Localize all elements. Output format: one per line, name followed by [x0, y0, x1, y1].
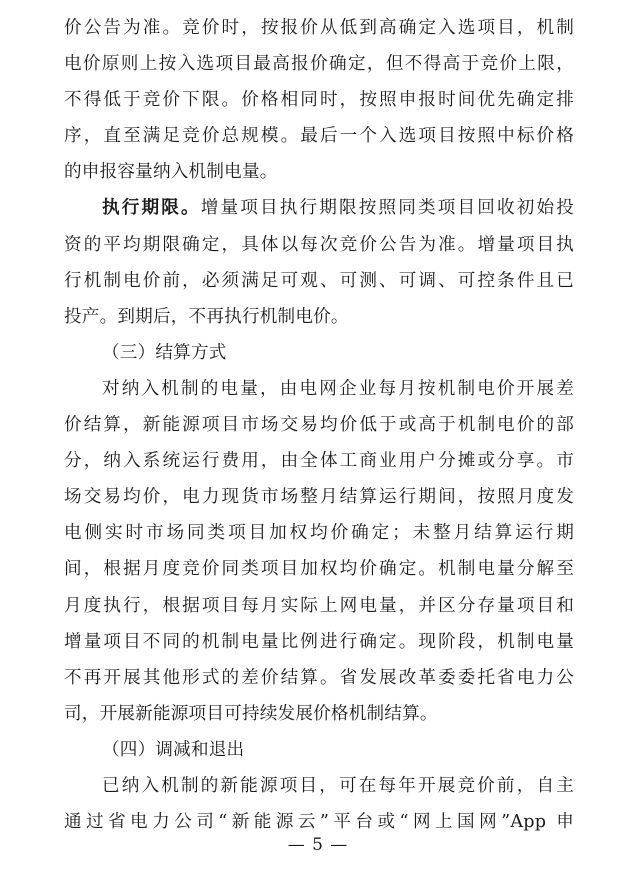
- text-line: 不再开展其他形式的差价结算。省发展改革委委托省电力公: [64, 667, 574, 688]
- text-line: 不得低于竞价下限。价格相同时，按照申报时间优先确定排: [64, 90, 574, 111]
- section-heading-settlement: （三）结算方式: [102, 342, 227, 363]
- text-line: 间，根据月度竞价同类项目加权均价确定。机制电量分解至: [64, 559, 574, 580]
- text-line: 增量项目不同的机制电量比例进行确定。现阶段，机制电量: [64, 631, 574, 652]
- text-line: 的申报容量纳入机制电量。: [64, 162, 278, 183]
- text-line: 电侧实时市场同类项目加权均价确定；未整月结算运行期: [64, 523, 574, 544]
- text-line: 价公告为准。竞价时，按报价从低到高确定入选项目，机制: [64, 18, 574, 38]
- text-line: 司，开展新能源项目可持续发展价格机制结算。: [64, 703, 438, 724]
- page-number: — 5 —: [287, 835, 349, 855]
- text-line: 月度执行，根据项目每月实际上网电量，并区分存量项目和: [64, 595, 574, 616]
- text-line: 对纳入机制的电量，由电网企业每月按机制电价开展差: [102, 378, 574, 399]
- text-run: 增量项目执行期限按照同类项目回收初始投: [200, 198, 574, 219]
- text-line: 资的平均期限确定，具体以每次竞价公告为准。增量项目执: [64, 234, 574, 255]
- bold-lead-term: 执行期限。: [102, 197, 201, 219]
- paragraph-execution-period-first-line: [64, 190, 574, 226]
- text-line: 投产。到期后，不再执行机制电价。: [64, 306, 349, 327]
- body-text: [64, 10, 574, 840]
- text-line: 场交易均价，电力现货市场整月结算运行期间，按照月度发: [64, 487, 574, 508]
- text-line: 序，直至满足竞价总规模。最后一个入选项目按照中标价格: [64, 126, 574, 147]
- text-line: 通过省电力公司“新能源云”平台或“网上国网”App 申: [64, 812, 574, 833]
- text-line: 已纳入机制的新能源项目，可在每年开展竞价前，自主: [102, 775, 574, 796]
- text-line: 电价原则上按入选项目最高报价确定，但不得高于竞价上限，: [64, 54, 574, 75]
- section-heading-reduction-exit: （四）调减和退出: [102, 739, 245, 760]
- text-line: 价结算，新能源项目市场交易均价低于或高于机制电价的部: [64, 415, 574, 436]
- text-line: 行机制电价前，必须满足可观、可测、可调、可控条件且已: [64, 270, 574, 291]
- text-line: 分，纳入系统运行费用，由全体工商业用户分摊或分享。市: [64, 451, 574, 472]
